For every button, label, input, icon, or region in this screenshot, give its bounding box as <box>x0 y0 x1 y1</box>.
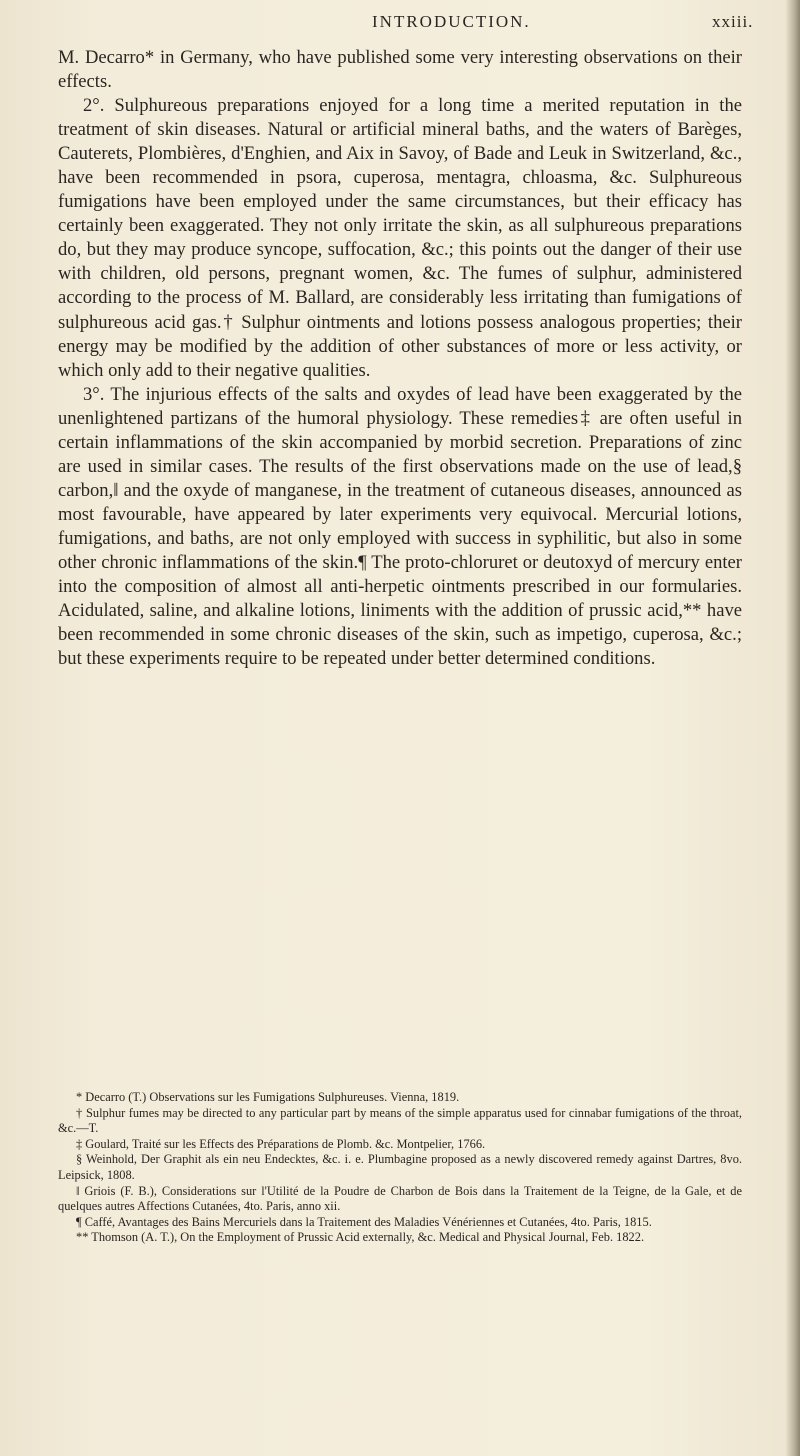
footnote: ¶ Caffé, Avantages des Bains Mercuriels dans la Traitement des Maladies Vénériennes et Cutanées, 4to. Paris, 1815. <box>76 1214 652 1229</box>
footnote: † Sulphur fumes may be directed to any particular part by means of the simple apparatus used for cinnabar fumigations of the throat, &c.—T. <box>58 1105 742 1136</box>
footnote: ‖ Griois (F. B.), Considerations sur l'Utilité de la Poudre de Charbon de Bois dans la Traitement de la Teigne, de la Gale, et de quelques autres Affections Cutanées, 4to. Paris, anno xii. <box>58 1183 742 1214</box>
footnote: * Decarro (T.) Observations sur les Fumigations Sulphureuses. Vienna, 1819. <box>76 1090 460 1104</box>
page-header <box>0 6 800 34</box>
main-text <box>58 46 742 671</box>
footnote: ** Thomson (A. T.), On the Employment of Prussic Acid externally, &c. Medical and Physical Journal, Feb. 1822. <box>76 1230 645 1245</box>
paragraph-sulphureous: 2°. Sulphureous preparations enjoyed for a long time a merited reputation in the treatment of skin diseases. Natural or artificial mineral baths, and the waters of Barèges, Cauterets, Plombières, d'Enghien, and Aix in Savoy, of Bade and Leuk in Switzerland, &c., have been recommended in psora, cuperosa, mentagra, chloasma, &c. Sulphureous fumigations have been employed under the same circumstances, but their efficacy has certainly been exaggerated. They not only irritate the skin, as all sulphureous preparations do, but they may produce syncope, suffocation, &c.; this points out the danger of their use with children, old persons, pregnant women, &c. The fumes of sulphur, administered according to the process of M. Ballard, are considerably less irritating than fumigations of sulphureous acid gas.† Sulphur ointments and lotions possess analogous properties; their energy may be modified by the addition of other substances of more or less activity, or which only add to their negative qualities. <box>58 95 742 381</box>
footnote: § Weinhold, Der Graphit als ein neu Endecktes, &c. i. e. Plumbagine proposed as a newly discovered remedy against Dartres, 8vo. Leipsick, 1808. <box>58 1152 742 1182</box>
running-head: INTRODUCTION. <box>372 12 531 31</box>
paragraph-lead-salts: 3°. The injurious effects of the salts and oxydes of lead have been exaggerated by the unenlightened partizans of the humoral physiology. These remedies‡ are often useful in certain inflammations of the skin accompanied by morbid secretion. Preparations of zinc are used in similar cases. The results of the first observations made on the use of lead,§ carbon,‖ and the oxyde of manganese, in the treatment of cutaneous diseases, announced as most favourable, have appeared by later experiments very equivocal. Mercurial lotions, fumigations, and baths, are not only employed with success in syphilitic, but also in some other chronic inflammations of the skin.¶ The proto-chloruret or deutoxyd of mercury enter into the composition of almost all anti-herpetic ointments prescribed in our formularies. Acidulated, saline, and alkaline lotions, liniments with the addition of prussic acid,** have been recommended in some chronic diseases of the skin, such as impetigo, cuperosa, &c.; but these experiments require to be repeated under better determined conditions. <box>58 383 742 670</box>
footnote: ‡ Goulard, Traité sur les Effects des Préparations de Plomb. &c. Montpelier, 1766. <box>76 1136 486 1151</box>
page-edge <box>786 0 800 1456</box>
footnotes <box>58 1090 742 1246</box>
page-number: xxiii. <box>712 12 754 31</box>
paragraph-continued: M. Decarro* in Germany, who have published some very interesting observations on their effects. <box>58 47 742 93</box>
